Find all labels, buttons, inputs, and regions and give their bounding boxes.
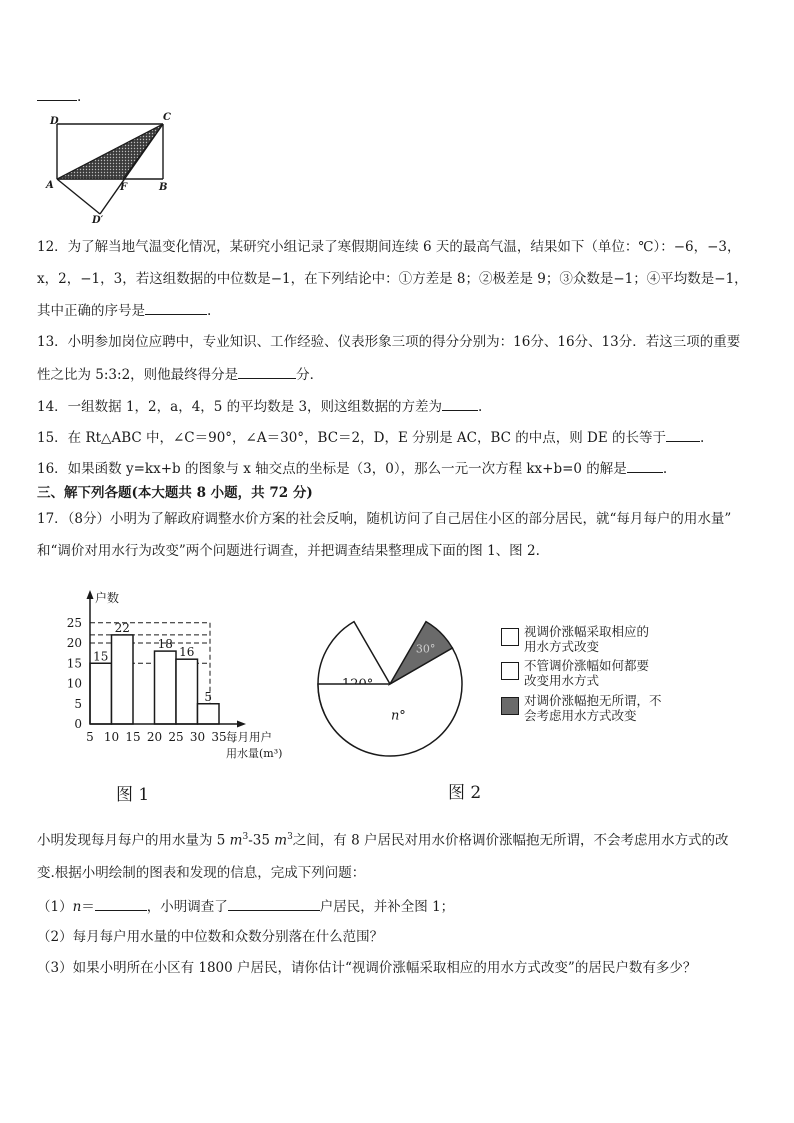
bar-value-label-3: 16	[179, 645, 195, 660]
bar-1	[112, 635, 134, 724]
legend-item-3-line-2: 会考虑用水方式改变	[524, 708, 637, 723]
n-answer-blank[interactable]	[95, 896, 147, 911]
legend-swatch-2	[501, 662, 519, 680]
q12-line-3	[37, 300, 757, 320]
x-tick-label-5: 5	[86, 730, 94, 744]
x-axis-label-line-2: 用水量(m³)	[226, 747, 283, 760]
q13-answer-blank[interactable]	[238, 364, 296, 379]
bar-value-label-0: 15	[93, 649, 109, 664]
shaded-triangle-afc	[57, 124, 163, 179]
legend-item-1	[524, 624, 649, 654]
section-3-heading: 三、解下列各题(本大题共 8 小题，共 72 分)	[37, 485, 313, 501]
x-axis-label-line-1: 每月用户	[226, 730, 272, 744]
q16-prompt: 16．如果函数 y=kx+b 的图象与 x 轴交点的坐标是（3，0），那么一元一次方程 kx+b=0 的解是	[37, 461, 627, 477]
q15-prompt: 15．在 Rt△ABC 中，∠C＝90°，∠A＝30°，BC＝2，D，E 分别是 AC，BC 的中点，则 DE 的长等于	[37, 430, 667, 446]
q17-sub-1-end: 户居民，并补全图 1；	[319, 899, 455, 915]
y-tick-label-10: 10	[66, 676, 82, 691]
label-d-prime: D′	[92, 215, 104, 226]
q15-line	[37, 427, 757, 447]
households-answer-blank[interactable]	[228, 896, 320, 911]
q16-line	[37, 458, 757, 478]
legend-item-1-line-1: 视调价涨幅采取相应的	[524, 624, 650, 639]
q17-line-2: 和“调价对用水行为改变”两个问题进行调查，并把调查结果整理成下面的图 1、图 2.	[37, 543, 540, 559]
unit-exponent: 3	[242, 832, 249, 842]
q13-line-2	[37, 364, 757, 384]
figure-1-caption: 图 1	[116, 785, 150, 805]
q14-end: .	[478, 399, 483, 415]
q14-answer-blank[interactable]	[442, 396, 478, 411]
q17-sub-3: （3）如果小明所在小区有 1800 户居民，请你估计“视调价涨幅采取相应的用水方式改变”的居民户数有多少？	[37, 960, 697, 976]
bar-0	[90, 663, 112, 724]
q14-line	[37, 396, 757, 416]
bar-value-label-1: 22	[114, 620, 130, 635]
q17-info-text-a: 小明发现每月每户的用水量为 5	[37, 832, 230, 849]
pie-chart-figure-2	[310, 612, 470, 762]
bar-3	[176, 659, 198, 724]
y-tick-label-20: 20	[66, 636, 82, 650]
q15-answer-blank[interactable]	[666, 427, 700, 442]
y-tick-label-15: 15	[66, 656, 82, 671]
x-tick-label-10: 10	[103, 730, 120, 744]
legend-item-2	[524, 658, 649, 688]
legend-item-2-line-1: 不管调价涨幅如何都要	[524, 658, 650, 673]
q15-end: .	[700, 430, 705, 446]
q12-prompt: 其中正确的序号是	[37, 303, 145, 319]
q16-end: .	[662, 461, 668, 477]
label-d: D	[50, 116, 59, 127]
q17-line-1: 17．（8分）小明为了解政府调整水价方案的社会反响，随机访问了自己居住小区的部分居民，就“每月每户的用水量”	[37, 511, 732, 527]
bar-chart-figure-1	[40, 588, 300, 763]
label-a: A	[46, 180, 54, 191]
q13-prompt: 性之比为 5:3:2，则他最终得分是	[37, 367, 239, 383]
answer-blank[interactable]	[37, 86, 77, 101]
legend-item-3	[524, 693, 662, 723]
y-axis-label: 户数	[95, 591, 120, 605]
q12-line-1: 12．为了解当地气温变化情况，某研究小组记录了寒假期间连续 6 天的最高气温，结果如下（单位：℃）：−6，−3，	[37, 239, 741, 255]
equals: ＝	[81, 899, 95, 915]
q13-line-1: 13．小明参加岗位应聘中，专业知识、工作经验、仪表形象三项的得分分别为：16分、16分、13分．若这三项的重要	[37, 334, 741, 350]
q12-answer-blank[interactable]	[145, 300, 207, 315]
q17-sub-1-text: ，小明调查了	[146, 899, 228, 915]
q17-info-line-2: 变.根据小明绘制的图表和发现的信息，完成下列问题：	[37, 865, 366, 881]
q17-sub-2: （2）每月每户用水量的中位数和众数分别落在什么范围？	[37, 929, 384, 945]
q17-sub-1-number: （1）	[37, 899, 73, 915]
legend-item-3-line-1: 对调价涨幅抱无所谓，不	[524, 693, 662, 708]
y-tick-label-0: 0	[74, 717, 82, 731]
x-axis-arrow	[237, 721, 246, 728]
bar-value-label-4: 5	[204, 689, 213, 704]
bar-4	[198, 704, 220, 724]
y-axis-arrow	[87, 590, 94, 599]
period: .	[77, 89, 82, 105]
legend-swatch-3	[501, 697, 519, 715]
pie-slice-label-1: n°	[390, 708, 406, 724]
pie-slice-label-2: 30°	[415, 642, 436, 656]
legend-item-2-line-2: 改变用水方式	[524, 673, 600, 688]
unit-exponent-2: 3	[287, 832, 293, 842]
previous-answer-line	[37, 86, 757, 106]
q17-info-line-1	[37, 828, 757, 850]
geometry-figure	[40, 108, 180, 228]
q17-info-text-c: 之间，有 8 户居民对用水价格调价涨幅抱无所谓，不会考虑用水方式的改	[292, 832, 729, 849]
unit-m-2: m	[274, 832, 288, 849]
legend-item-1-line-2: 用水方式改变	[524, 639, 600, 654]
q16-answer-blank[interactable]	[627, 458, 663, 473]
variable-n: n	[72, 899, 82, 915]
x-tick-label-35: 35	[211, 730, 227, 744]
label-c: C	[163, 112, 171, 123]
x-tick-label-20: 20	[146, 730, 163, 744]
q17-info-text-b: -35	[248, 832, 275, 849]
label-f: F	[120, 182, 128, 193]
q17-sub-1	[37, 896, 757, 916]
y-tick-label-5: 5	[74, 696, 82, 711]
figure-2-caption: 图 2	[448, 783, 482, 803]
bar-2	[155, 651, 177, 724]
edge-ad-prime	[57, 179, 100, 214]
q13-end: 分．	[296, 367, 324, 383]
q14-prompt: 14．一组数据 1，2，a，4，5 的平均数是 3，则这组数据的方差为	[37, 399, 443, 415]
unit-m: m	[229, 832, 243, 849]
q12-line-2: x，2，−1，3，若这组数据的中位数是−1，在下列结论中：①方差是 8；②极差是 9；③众数是−1；④平均数是−1，	[37, 271, 748, 287]
y-tick-label-25: 25	[66, 615, 82, 630]
bar-value-label-2: 18	[157, 637, 173, 652]
legend-swatch-1	[501, 628, 519, 646]
x-tick-label-30: 30	[189, 730, 206, 744]
q12-end: .	[207, 303, 212, 319]
x-tick-label-25: 25	[168, 730, 184, 744]
x-tick-label-15: 15	[125, 730, 141, 744]
label-b: B	[159, 182, 168, 193]
